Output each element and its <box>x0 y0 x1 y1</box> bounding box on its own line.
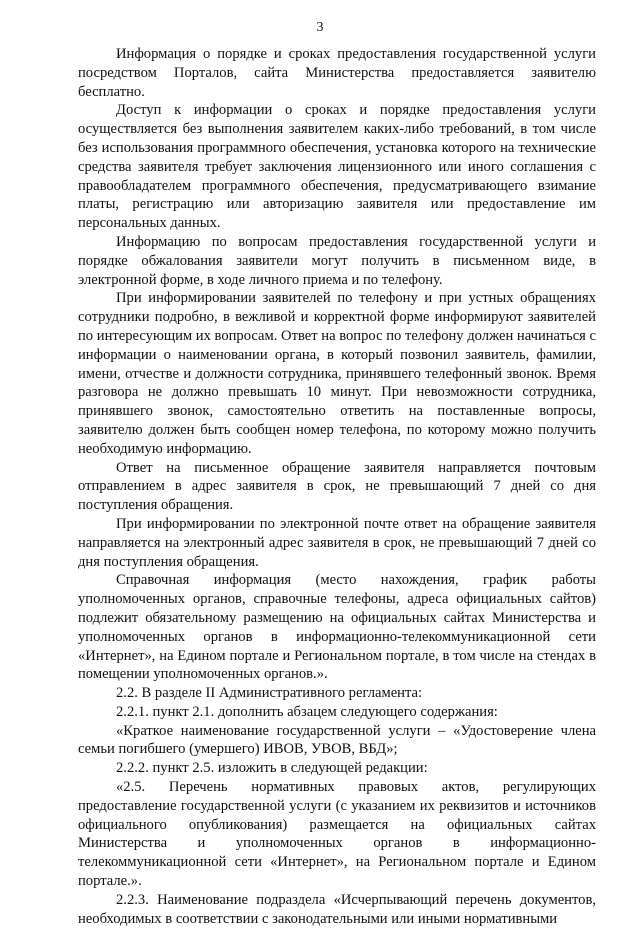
paragraph-phone-informing: При информировании заявителей по телефону и при устных обращениях сотрудники подробно, в вежливой и корректной форме информируют заявителей по интересующим их вопросам. Ответ на вопрос по телефону должен начинаться с информации о наименовании органа, в который позвонил заявитель, фамилии, имени, отчестве и должности сотрудника, принявшего телефонный звонок. Время разговора не должно превышать 10 минут. При невозможности сотрудника, принявшего звонок, самостоятельно ответить на поставленные вопросы, заявителю должен быть сообщен номер телефона, по которому можно получить необходимую информацию. <box>78 290 597 457</box>
paragraph-short-name: «Краткое наименование государственной услуги – «Удостоверение члена семьи погибшего (умершего) ИВОВ, УВОВ, ВБД»; <box>78 722 596 758</box>
paragraph-item-2-5: «2.5. Перечень нормативных правовых актов, регулирующих предоставление государственной услуги (с указанием их реквизитов и источников официального опубликования) размещается на официальных сайтах Министерства и уполномоченных органов в информационно-телекоммуникационной сети «Интернет», на Региональном портале и Едином портале.». <box>78 779 596 890</box>
paragraph-written-reply: Ответ на письменное обращение заявителя направляется почтовым отправлением в адрес заявителя в срок, не превышающий 7 дней со дня поступления обращения. <box>78 459 596 514</box>
document-body <box>78 45 596 928</box>
paragraph-section-2-2-2: 2.2.2. пункт 2.5. изложить в следующей редакции: <box>116 760 428 777</box>
paragraph-access-info: Доступ к информации о сроках и порядке предоставления услуги осуществляется без выполнения заявителем каких-либо требований, в том числе без использования программного обеспечения, установка которого на технические средства заявителя требует заключения лицензионного или иного соглашения с правообладателем программного обеспечения, предусматривающего взимание платы, регистрацию или авторизацию заявителя или предоставление им персональных данных. <box>78 102 596 232</box>
paragraph-how-to-get-info: Информацию по вопросам предоставления государственной услуги и порядке обжалования заявители могут получить в письменном виде, в электронной форме, в ходе личного приема и по телефону. <box>78 233 596 288</box>
page-number: 3 <box>316 20 324 35</box>
paragraph-section-2-2-3: 2.2.3. Наименование подраздела «Исчерпывающий перечень документов, необходимых в соответствии с законодательными или иными нормативными <box>78 891 596 927</box>
paragraph-reference-info: Справочная информация (место нахождения, график работы уполномоченных органов, справочные телефоны, адреса официальных сайтов) подлежит обязательному размещению на официальных сайтах Министерства и уполномоченных органов в информационно-телекоммуникационной сети «Интернет», на Едином портале и Региональном портале, в том числе на стендах в помещении уполномоченных органов.». <box>78 572 596 683</box>
paragraph-section-2-2: 2.2. В разделе II Административного регламента: <box>116 685 423 702</box>
paragraph-section-2-2-1: 2.2.1. пункт 2.1. дополнить абзацем следующего содержания: <box>116 703 498 720</box>
paragraph-info-free: Информация о порядке и сроках предоставления государственной услуги посредством Порталов, сайта Министерства предоставляется заявителю бесплатно. <box>78 46 596 100</box>
paragraph-email-reply: При информировании по электронной почте ответ на обращение заявителя направляется на электронный адрес заявителя в срок, не превышающий 7 дней со дня поступления обращения. <box>78 515 596 570</box>
